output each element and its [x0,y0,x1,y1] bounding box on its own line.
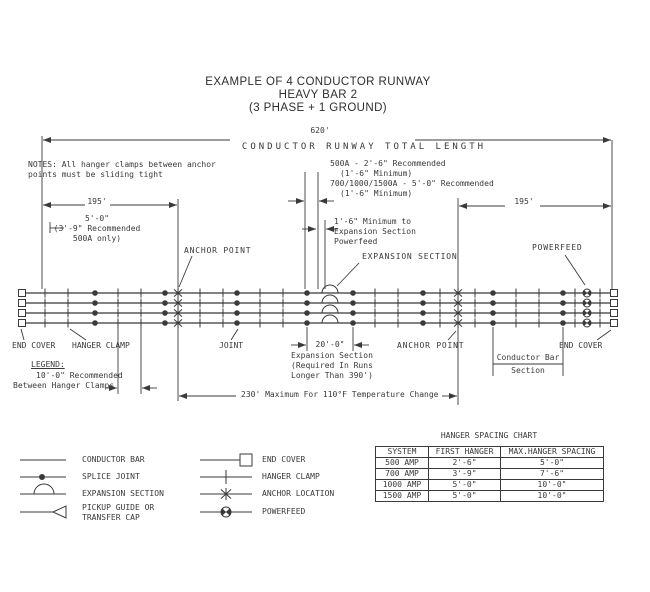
expansion-arc-symbol [322,315,338,323]
first-hanger-note-line2: (3'-9" Recommended [53,224,141,233]
powerfeed-spacing-line4: (1'-6" Minimum) [340,189,413,198]
chart-cell: 5'-0" [429,480,501,491]
splice-joint-symbol [92,320,98,326]
splice-joint-symbol [350,290,356,296]
end-cover-symbol [19,320,26,327]
chart-cell: 700 AMP [376,469,429,480]
conductor-runway [19,285,618,328]
expansion-note-line4: Longer Than 390') [291,371,373,380]
splice-joint-symbol [420,290,426,296]
splice-joint-symbol [304,310,310,316]
splice-joint-symbol [350,320,356,326]
splice-joint-symbol [490,300,496,306]
splice-joint-symbol [162,300,168,306]
chart-cell: 5'-0" [501,458,604,469]
legend-label-pickup-guide-line1: PICKUP GUIDE OR [82,503,155,512]
temperature-note: 230' Maximum For 110°F Temperature Change [241,390,439,399]
expansion-clearance-line3: Powerfeed [334,237,378,246]
expansion-clearance-line2: Expansion Section [334,227,416,236]
legend-note-line3: Between Hanger Clamps [13,381,115,390]
end-cover-symbol [611,290,618,297]
powerfeed-spacing-line3: 700/1000/1500A - 5'-0" Recommended [330,179,494,188]
chart-cell: 7'-6" [501,469,604,480]
conductor-bar-section-line2: Section [511,366,545,375]
spacing-chart-title: HANGER SPACING CHART [440,431,538,440]
chart-header-max: MAX.HANGER SPACING [501,447,604,458]
splice-joint-symbol [234,310,240,316]
end-cover-symbol [19,310,26,317]
drawing-title-line3: (3 PHASE + 1 GROUND) [248,102,388,114]
chart-row-500 [376,458,604,469]
end-cover-right-label: END COVER [559,341,603,350]
legend-label-end-cover: END COVER [262,455,306,464]
legend-note-line2: 10'-0" Recommended [36,371,123,380]
chart-cell: 500 AMP [376,458,429,469]
right-span-dimension: 195' [514,197,534,206]
total-length-label: CONDUCTOR RUNWAY TOTAL LENGTH [241,142,487,152]
splice-joint-symbol [490,290,496,296]
hanger-spacing-chart [375,446,604,502]
legend-label-expansion-section: EXPANSION SECTION [82,489,164,498]
chart-cell: 1000 AMP [376,480,429,491]
joint-label: JOINT [219,341,244,350]
splice-joint-symbol [490,320,496,326]
notes-line2: points must be sliding tight [28,170,163,179]
anchor-point-left-label: ANCHOR POINT [184,246,252,255]
splice-joint-symbol [304,290,310,296]
expansion-note-line3: (Required In Runs [291,361,373,370]
chart-row-1500 [376,491,604,502]
splice-joint-symbol [304,320,310,326]
chart-cell: 2'-6" [429,458,501,469]
expansion-arc-symbol [322,285,338,293]
splice-joint-symbol [304,300,310,306]
anchor-point-right-label: ANCHOR POINT [397,341,465,350]
powerfeed-label: POWERFEED [532,243,583,252]
total-length-value: 620' [310,126,330,135]
first-hanger-note-line3: 500A only) [72,234,122,243]
expansion-section-label: EXPANSION SECTION [362,252,458,261]
legend-label-splice-joint: SPLICE JOINT [82,472,140,481]
splice-joint-symbol [350,310,356,316]
expansion-arc-symbol [322,295,338,303]
chart-header-row [376,447,604,458]
splice-joint-symbol [234,300,240,306]
splice-joint-symbol [162,290,168,296]
hanger-clamp-label: HANGER CLAMP [72,341,130,350]
expansion-note-line1: 20'-0" [315,340,345,349]
splice-joint-symbol [162,320,168,326]
notes-line1: NOTES: All hanger clamps between anchor [28,160,216,169]
splice-joint-symbol [560,300,566,306]
splice-joint-symbol [234,320,240,326]
end-cover-symbol [19,290,26,297]
splice-joint-symbol [490,310,496,316]
legend-end-cover-symbol [240,454,252,466]
splice-joint-symbol [420,300,426,306]
legend-label-hanger-clamp: HANGER CLAMP [262,472,320,481]
chart-cell: 10'-0" [501,480,604,491]
splice-joint-symbol [560,290,566,296]
legend-label-conductor-bar: CONDUCTOR BAR [82,455,145,464]
chart-header-first: FIRST HANGER [429,447,501,458]
legend-note-heading: LEGEND: [31,360,65,369]
end-cover-symbol [611,310,618,317]
chart-cell: 1500 AMP [376,491,429,502]
legend-pickup-guide-symbol [53,506,66,518]
conductor-bar-section-line1: Conductor Bar [496,353,560,362]
expansion-clearance-line1: 1'-6" Minimum to [334,217,412,226]
legend-label-anchor-location: ANCHOR LOCATION [262,489,335,498]
expansion-note-line2: Expansion Section [291,351,373,360]
legend-label-powerfeed: POWERFEED [262,507,306,516]
powerfeed-spacing-line2: (1'-6" Minimum) [340,169,413,178]
chart-cell: 10'-0" [501,491,604,502]
first-hanger-note-line1: 5'-0" [84,214,110,223]
splice-joint-symbol [560,310,566,316]
drawing-title-line1: EXAMPLE OF 4 CONDUCTOR RUNWAY [205,76,431,88]
splice-joint-symbol [162,310,168,316]
end-cover-left-label: END COVER [12,341,56,350]
legend-splice-joint-symbol [39,474,45,480]
splice-joint-symbol [560,320,566,326]
chart-header-system: SYSTEM [376,447,429,458]
end-cover-symbol [19,300,26,307]
splice-joint-symbol [420,310,426,316]
legend-powerfeed-symbol [221,507,231,517]
splice-joint-symbol [92,290,98,296]
chart-cell: 5'-0" [429,491,501,502]
drawing-title-line2: HEAVY BAR 2 [278,89,358,101]
splice-joint-symbol [92,300,98,306]
splice-joint-symbol [234,290,240,296]
powerfeed-spacing-line1: 500A - 2'-6" Recommended [330,159,446,168]
leader-lines [21,255,611,340]
splice-joint-symbol [350,300,356,306]
end-cover-symbol [611,320,618,327]
splice-joint-symbol [92,310,98,316]
chart-row-700 [376,469,604,480]
left-span-dimension: 195' [87,197,107,206]
chart-cell: 3'-9" [429,469,501,480]
legend-expansion-section-symbol [34,484,54,494]
chart-row-1000 [376,480,604,491]
splice-joint-symbol [420,320,426,326]
expansion-arc-symbol [322,305,338,313]
legend-label-pickup-guide-line2: TRANSFER CAP [82,513,140,522]
end-cover-symbol [611,300,618,307]
